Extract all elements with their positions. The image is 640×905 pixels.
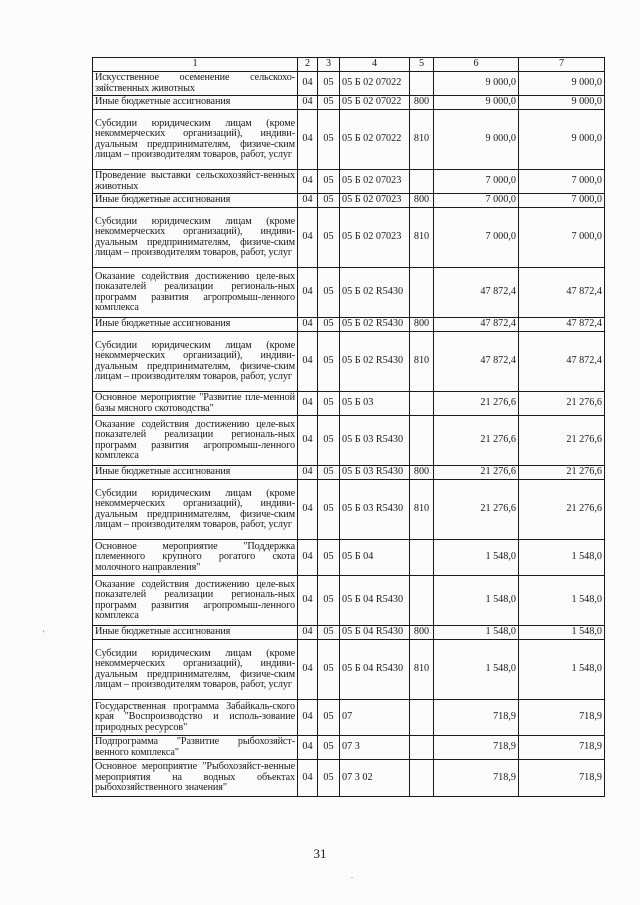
table-cell-amount-6: 9 000,0 xyxy=(434,96,519,110)
table-row xyxy=(93,208,605,268)
table-row xyxy=(93,332,605,392)
table-cell-expense-type xyxy=(410,576,434,626)
table-cell-amount-6: 1 548,0 xyxy=(434,640,519,700)
header-col-5: 5 xyxy=(410,58,434,72)
table-row xyxy=(93,170,605,194)
table-cell-amount-7: 9 000,0 xyxy=(519,110,605,170)
table-row xyxy=(93,540,605,576)
table-cell-amount-6: 21 276,6 xyxy=(434,480,519,540)
table-cell-target-article: 05 Б 04 R5430 xyxy=(340,626,410,640)
table-cell-amount-7: 1 548,0 xyxy=(519,540,605,576)
table-cell-amount-7: 7 000,0 xyxy=(519,208,605,268)
table-cell-expense-type: 800 xyxy=(410,96,434,110)
table-cell-expense-type xyxy=(410,392,434,416)
table-cell-amount-6: 21 276,6 xyxy=(434,392,519,416)
table-cell-amount-7: 718,9 xyxy=(519,760,605,797)
table-cell-target-article: 07 3 xyxy=(340,736,410,760)
table-cell-expense-type: 810 xyxy=(410,208,434,268)
table-cell-amount-7: 1 548,0 xyxy=(519,626,605,640)
table-row xyxy=(93,96,605,110)
table-cell-expense-type: 810 xyxy=(410,332,434,392)
table-cell-amount-6: 1 548,0 xyxy=(434,576,519,626)
table-cell-amount-7: 1 548,0 xyxy=(519,640,605,700)
table-cell-section: 04 xyxy=(298,72,318,96)
budget-table-container xyxy=(92,57,604,797)
table-cell-amount-7: 9 000,0 xyxy=(519,96,605,110)
table-cell-amount-6: 718,9 xyxy=(434,736,519,760)
page-number: 31 xyxy=(313,846,327,861)
header-col-6: 6 xyxy=(434,58,519,72)
table-row xyxy=(93,194,605,208)
table-cell-expense-type xyxy=(410,700,434,736)
table-cell-amount-7: 718,9 xyxy=(519,736,605,760)
table-cell-amount-6: 9 000,0 xyxy=(434,72,519,96)
table-cell-subsection: 05 xyxy=(318,392,340,416)
table-cell-target-article: 05 Б 02 07022 xyxy=(340,110,410,170)
table-cell-amount-6: 21 276,6 xyxy=(434,466,519,480)
table-cell-subsection: 05 xyxy=(318,208,340,268)
table-cell-subsection: 05 xyxy=(318,760,340,797)
table-cell-name: Субсидии юридическим лицам (кроме некоммерческих организаций), индиви-дуальным предпринимателям, физиче-ским лицам – производителям товаров, работ, услуг xyxy=(93,480,298,540)
table-cell-amount-7: 718,9 xyxy=(519,700,605,736)
header-col-2: 2 xyxy=(298,58,318,72)
table-cell-subsection: 05 xyxy=(318,466,340,480)
table-cell-amount-6: 47 872,4 xyxy=(434,268,519,318)
table-cell-name: Субсидии юридическим лицам (кроме некоммерческих организаций), индиви-дуальным предпринимателям, физиче-ским лицам – производителям товаров, работ, услуг xyxy=(93,110,298,170)
table-cell-amount-7: 47 872,4 xyxy=(519,268,605,318)
table-cell-subsection: 05 xyxy=(318,576,340,626)
table-cell-subsection: 05 xyxy=(318,626,340,640)
table-cell-name: Субсидии юридическим лицам (кроме некоммерческих организаций), индиви-дуальным предпринимателям, физиче-ским лицам – производителям товаров, работ, услуг xyxy=(93,640,298,700)
table-cell-amount-6: 47 872,4 xyxy=(434,332,519,392)
table-cell-expense-type xyxy=(410,736,434,760)
table-cell-amount-6: 7 000,0 xyxy=(434,194,519,208)
table-cell-name: Оказание содействия достижению целе-вых показателей реализации региональ-ных программ развития агропромыш-ленного комплекса xyxy=(93,576,298,626)
table-cell-section: 04 xyxy=(298,268,318,318)
table-cell-section: 04 xyxy=(298,700,318,736)
table-row xyxy=(93,72,605,96)
table-cell-amount-6: 7 000,0 xyxy=(434,208,519,268)
table-cell-name: Иные бюджетные ассигнования xyxy=(93,194,298,208)
table-cell-expense-type: 800 xyxy=(410,466,434,480)
table-cell-amount-7: 21 276,6 xyxy=(519,466,605,480)
table-cell-expense-type xyxy=(410,72,434,96)
table-cell-subsection: 05 xyxy=(318,700,340,736)
table-cell-section: 04 xyxy=(298,480,318,540)
table-cell-target-article: 05 Б 02 07022 xyxy=(340,96,410,110)
table-row xyxy=(93,466,605,480)
table-cell-amount-7: 47 872,4 xyxy=(519,318,605,332)
table-cell-amount-6: 1 548,0 xyxy=(434,540,519,576)
table-cell-expense-type: 810 xyxy=(410,640,434,700)
budget-table xyxy=(92,57,605,797)
table-row xyxy=(93,416,605,466)
table-cell-name: Иные бюджетные ассигнования xyxy=(93,466,298,480)
table-row xyxy=(93,760,605,797)
table-cell-subsection: 05 xyxy=(318,318,340,332)
header-col-4: 4 xyxy=(340,58,410,72)
table-cell-target-article: 05 Б 02 07023 xyxy=(340,170,410,194)
table-cell-amount-6: 9 000,0 xyxy=(434,110,519,170)
table-cell-name: Оказание содействия достижению целе-вых показателей реализации региональ-ных программ развития агропромыш-ленного комплекса xyxy=(93,268,298,318)
table-cell-amount-7: 21 276,6 xyxy=(519,480,605,540)
table-cell-amount-6: 21 276,6 xyxy=(434,416,519,466)
table-cell-section: 04 xyxy=(298,392,318,416)
table-cell-target-article: 05 Б 03 R5430 xyxy=(340,416,410,466)
table-cell-target-article: 05 Б 02 R5430 xyxy=(340,332,410,392)
table-cell-section: 04 xyxy=(298,318,318,332)
table-cell-amount-7: 21 276,6 xyxy=(519,416,605,466)
table-cell-section: 04 xyxy=(298,416,318,466)
table-cell-name: Основное мероприятие "Рыбохозяйст-венные мероприятия на водных объектах рыбохозяйственного значения" xyxy=(93,760,298,797)
table-cell-section: 04 xyxy=(298,640,318,700)
table-cell-subsection: 05 xyxy=(318,480,340,540)
table-cell-section: 04 xyxy=(298,194,318,208)
table-cell-section: 04 xyxy=(298,332,318,392)
header-col-7: 7 xyxy=(519,58,605,72)
table-cell-expense-type xyxy=(410,170,434,194)
table-cell-section: 04 xyxy=(298,626,318,640)
table-cell-target-article: 05 Б 04 R5430 xyxy=(340,640,410,700)
table-cell-name: Субсидии юридическим лицам (кроме некоммерческих организаций), индиви-дуальным предпринимателям, физиче-ским лицам – производителям товаров, работ, услуг xyxy=(93,332,298,392)
table-cell-subsection: 05 xyxy=(318,110,340,170)
table-cell-section: 04 xyxy=(298,466,318,480)
header-col-3: 3 xyxy=(318,58,340,72)
scan-mark: ' xyxy=(43,629,45,638)
table-cell-amount-7: 47 872,4 xyxy=(519,332,605,392)
table-cell-section: 04 xyxy=(298,760,318,797)
table-cell-section: 04 xyxy=(298,540,318,576)
table-row xyxy=(93,700,605,736)
table-cell-name: Основное мероприятие "Поддержка племенного крупного рогатого скота молочного направления" xyxy=(93,540,298,576)
table-cell-name: Подпрограмма "Развитие рыбохозяйст-венного комплекса" xyxy=(93,736,298,760)
table-cell-subsection: 05 xyxy=(318,96,340,110)
table-cell-subsection: 05 xyxy=(318,72,340,96)
table-cell-name: Субсидии юридическим лицам (кроме некоммерческих организаций), индиви-дуальным предпринимателям, физиче-ским лицам – производителям товаров, работ, услуг xyxy=(93,208,298,268)
table-cell-amount-6: 718,9 xyxy=(434,760,519,797)
table-cell-amount-7: 21 276,6 xyxy=(519,392,605,416)
table-cell-amount-7: 1 548,0 xyxy=(519,576,605,626)
table-cell-section: 04 xyxy=(298,96,318,110)
table-cell-subsection: 05 xyxy=(318,332,340,392)
table-cell-subsection: 05 xyxy=(318,170,340,194)
table-cell-target-article: 07 3 02 xyxy=(340,760,410,797)
table-cell-expense-type xyxy=(410,760,434,797)
table-cell-section: 04 xyxy=(298,208,318,268)
table-row xyxy=(93,626,605,640)
table-cell-amount-7: 7 000,0 xyxy=(519,170,605,194)
table-cell-amount-6: 718,9 xyxy=(434,700,519,736)
table-cell-expense-type xyxy=(410,416,434,466)
table-cell-target-article: 05 Б 03 xyxy=(340,392,410,416)
table-cell-subsection: 05 xyxy=(318,640,340,700)
table-cell-name: Основное мероприятие "Развитие пле-менной базы мясного скотоводства" xyxy=(93,392,298,416)
table-cell-amount-6: 47 872,4 xyxy=(434,318,519,332)
table-row xyxy=(93,268,605,318)
header-col-1: 1 xyxy=(93,58,298,72)
table-cell-subsection: 05 xyxy=(318,268,340,318)
table-cell-target-article: 05 Б 02 R5430 xyxy=(340,268,410,318)
scan-speck: . xyxy=(351,871,353,880)
table-cell-name: Проведение выставки сельскохозяйст-венных животных xyxy=(93,170,298,194)
table-cell-target-article: 05 Б 04 R5430 xyxy=(340,576,410,626)
table-cell-target-article: 05 Б 02 07022 xyxy=(340,72,410,96)
table-cell-expense-type xyxy=(410,268,434,318)
table-row xyxy=(93,392,605,416)
table-row xyxy=(93,110,605,170)
table-cell-section: 04 xyxy=(298,736,318,760)
table-cell-name: Иные бюджетные ассигнования xyxy=(93,96,298,110)
table-cell-name: Государственная программа Забайкаль-ского края "Воспроизводство и исполь-зование природных ресурсов" xyxy=(93,700,298,736)
table-row xyxy=(93,736,605,760)
table-body xyxy=(93,72,605,797)
table-cell-name: Оказание содействия достижению целе-вых показателей реализации региональ-ных программ развития агропромыш-ленного комплекса xyxy=(93,416,298,466)
table-cell-amount-6: 7 000,0 xyxy=(434,170,519,194)
table-cell-subsection: 05 xyxy=(318,194,340,208)
table-cell-subsection: 05 xyxy=(318,540,340,576)
table-cell-target-article: 07 xyxy=(340,700,410,736)
table-cell-target-article: 05 Б 03 R5430 xyxy=(340,480,410,540)
table-cell-expense-type: 810 xyxy=(410,480,434,540)
table-cell-target-article: 05 Б 02 07023 xyxy=(340,208,410,268)
table-cell-expense-type: 810 xyxy=(410,110,434,170)
table-cell-name: Искусственное осеменение сельскохо-зяйственных животных xyxy=(93,72,298,96)
table-cell-target-article: 05 Б 03 R5430 xyxy=(340,466,410,480)
table-cell-subsection: 05 xyxy=(318,736,340,760)
table-cell-target-article: 05 Б 02 07023 xyxy=(340,194,410,208)
table-cell-name: Иные бюджетные ассигнования xyxy=(93,318,298,332)
table-cell-subsection: 05 xyxy=(318,416,340,466)
table-cell-name: Иные бюджетные ассигнования xyxy=(93,626,298,640)
table-cell-section: 04 xyxy=(298,576,318,626)
table-row xyxy=(93,480,605,540)
table-row xyxy=(93,640,605,700)
table-cell-expense-type: 800 xyxy=(410,194,434,208)
table-cell-target-article: 05 Б 04 xyxy=(340,540,410,576)
table-header-row xyxy=(93,58,605,72)
table-cell-expense-type: 800 xyxy=(410,318,434,332)
table-cell-amount-6: 1 548,0 xyxy=(434,626,519,640)
table-row xyxy=(93,318,605,332)
table-cell-amount-7: 7 000,0 xyxy=(519,194,605,208)
table-cell-section: 04 xyxy=(298,170,318,194)
table-cell-section: 04 xyxy=(298,110,318,170)
table-cell-amount-7: 9 000,0 xyxy=(519,72,605,96)
table-row xyxy=(93,576,605,626)
table-cell-expense-type: 800 xyxy=(410,626,434,640)
table-cell-target-article: 05 Б 02 R5430 xyxy=(340,318,410,332)
table-cell-expense-type xyxy=(410,540,434,576)
